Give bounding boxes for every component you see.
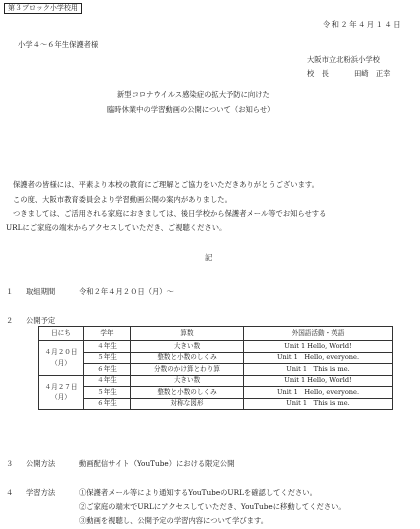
recipient: 小学４～６年生保護者様 bbox=[18, 40, 99, 49]
english-cell: Unit 1 Hello, everyone. bbox=[244, 352, 393, 364]
title-line-2: 臨時休業中の学習動画の公開について（お知らせ） bbox=[107, 105, 275, 114]
table-row bbox=[39, 398, 393, 410]
paragraph-instructions-2: URLにご家庭の端末からアクセスしていただき、ご視聴ください。 bbox=[6, 223, 227, 232]
table-row bbox=[39, 341, 393, 353]
header-grade: 学年 bbox=[84, 327, 131, 341]
grade-cell: ６年生 bbox=[84, 398, 131, 410]
school-tag: 第３ブロック小学校用 bbox=[4, 3, 82, 14]
grade-cell: ６年生 bbox=[84, 364, 131, 376]
weekday-text: （月） bbox=[51, 393, 71, 402]
sender-title: 校 長 bbox=[307, 69, 329, 78]
table-row bbox=[39, 387, 393, 399]
date-cell bbox=[39, 375, 84, 410]
grade-cell: ５年生 bbox=[84, 352, 131, 364]
math-cell: 大きい数 bbox=[131, 375, 244, 387]
title-line-1: 新型コロナウイルス感染症の拡大予防に向けた bbox=[117, 90, 270, 99]
table-row bbox=[39, 364, 393, 376]
header-date: 日にち bbox=[39, 327, 84, 341]
ki-marker: 記 bbox=[205, 253, 213, 262]
section-1-value: 令和２年４月２０日（月）～ bbox=[79, 287, 174, 296]
grade-cell: ４年生 bbox=[84, 375, 131, 387]
english-cell: Unit 1 Hello, everyone. bbox=[244, 387, 393, 399]
grade-cell: ４年生 bbox=[84, 341, 131, 353]
header-english: 外国語活動・英語 bbox=[244, 327, 393, 341]
table-row bbox=[39, 352, 393, 364]
section-2-label: 公開予定 bbox=[26, 316, 56, 325]
sender-school: 大阪市立北粉浜小学校 bbox=[307, 55, 380, 64]
english-cell: Unit 1 Hello, World! bbox=[244, 375, 393, 387]
date-cell bbox=[39, 341, 84, 376]
section-4-number: ４ bbox=[6, 488, 14, 497]
date-text: ４月２０日 bbox=[44, 348, 78, 357]
math-cell: 分数のかけ算とわり算 bbox=[131, 364, 244, 376]
section-2-number: ２ bbox=[6, 316, 14, 325]
learning-step: ③動画を視聴し、公開予定の学習内容について学びます。 bbox=[79, 516, 268, 525]
schedule-header-row bbox=[39, 327, 393, 341]
header-math: 算数 bbox=[131, 327, 244, 341]
paragraph-announcement: この度、大阪市教育委員会より学習動画公開の案内がありました。 bbox=[13, 195, 232, 204]
english-cell: Unit 1 Hello, World! bbox=[244, 341, 393, 353]
math-cell: 整数と小数のしくみ bbox=[131, 387, 244, 399]
english-cell: Unit 1 This is me. bbox=[244, 398, 393, 410]
table-row bbox=[39, 375, 393, 387]
section-4-label: 学習方法 bbox=[26, 488, 56, 497]
weekday-text: （月） bbox=[51, 358, 71, 367]
paragraph-instructions-1: つきましては、ご活用される家庭におきましては、後日学校から保護者メール等でお知らせする bbox=[13, 209, 327, 218]
learning-step: ②ご家庭の端末でURLにアクセスしていただき、YouTubeに移動してください。 bbox=[79, 502, 346, 511]
section-3-label: 公開方法 bbox=[26, 459, 56, 468]
math-cell: 対称な図形 bbox=[131, 398, 244, 410]
learning-step: ①保護者メール等により通知するYouTubeのURLを確認してください。 bbox=[79, 488, 317, 497]
schedule-table bbox=[38, 326, 393, 410]
grade-cell: ５年生 bbox=[84, 387, 131, 399]
paragraph-greeting: 保護者の皆様には、平素より本校の教育にご理解とご協力をいただきありがとうございます。 bbox=[13, 180, 319, 189]
date: 令和２年４月１４日 bbox=[322, 20, 402, 29]
sender-name: 田崎 正幸 bbox=[354, 69, 391, 78]
english-cell: Unit 1 This is me. bbox=[244, 364, 393, 376]
math-cell: 整数と小数のしくみ bbox=[131, 352, 244, 364]
date-text: ４月２７日 bbox=[44, 382, 78, 391]
section-3-value: 動画配信サイト（YouTube）における限定公開 bbox=[79, 459, 235, 468]
section-1-number: １ bbox=[6, 287, 14, 296]
section-3-number: ３ bbox=[6, 459, 14, 468]
math-cell: 大きい数 bbox=[131, 341, 244, 353]
section-1-label: 取組期間 bbox=[26, 287, 56, 296]
